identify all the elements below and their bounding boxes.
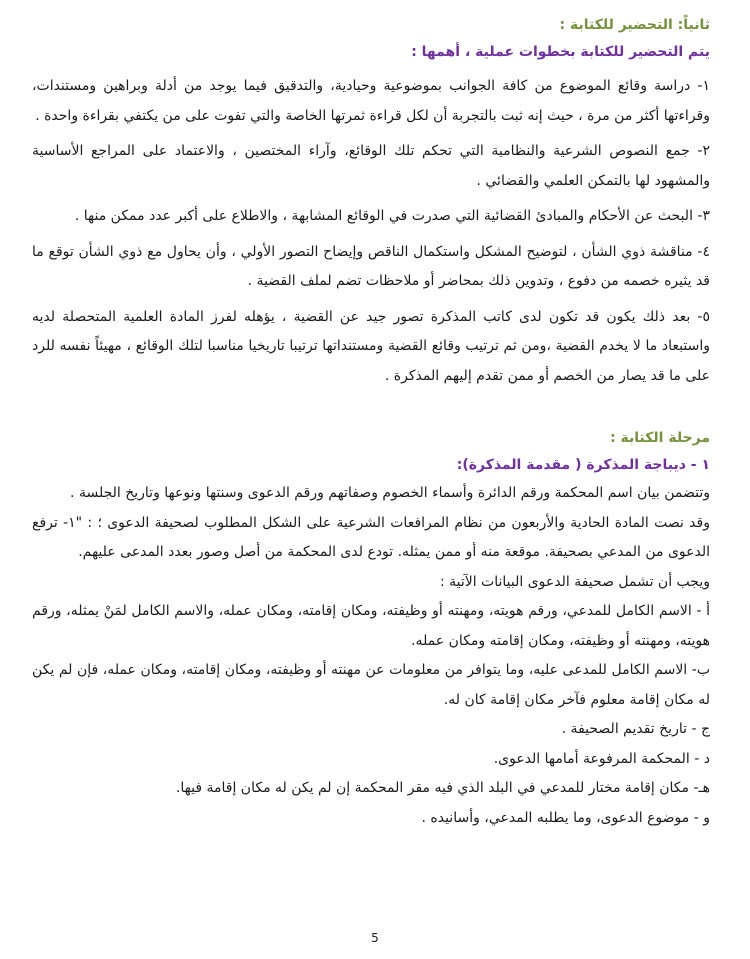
page-number: 5	[371, 931, 379, 945]
step-3-paragraph: ٣- البحث عن الأحكام والمبادئ القضائية التي صدرت في الوقائع المشابهة ، والاطلاع على أكبر عدد ممكن منها .	[74, 208, 710, 224]
item-w-line: و - موضوع الدعوى، وما يطلبه المدعي، وأسانيده .	[421, 809, 710, 826]
item-c-line: ج - تاريخ تقديم الصحيفة .	[561, 721, 710, 737]
step-1-paragraph: ١- دراسة وقائع الموضوع من كافة الجوانب بموضوعية وحيادية، والتدقيق فيما يوجد من أدلة وبراهين ومستندات، وقراءتها أكثر من مرة ، حيث إنه ثبت بالتجربة أن لكل قراءة ثمرتها الخاصة والتي تفوت على من يكتفي بقراءة واحدة .	[32, 78, 710, 124]
section-spacer	[32, 397, 710, 425]
step-2-paragraph: ٢- جمع النصوص الشرعية والنظامية التي تحكم تلك الوقائع، وآراء المختصين ، والاعتماد على المراجع الأساسية والمشهود لها بالتمكن العلمي والقضائي .	[32, 143, 710, 189]
item-d-line: د - المحكمة المرفوعة أمامها الدعوى.	[493, 750, 710, 767]
section-title-writing: مرحلة الكتابة :	[610, 430, 710, 446]
article-41-paragraph: وقد نصت المادة الحادية والأربعون من نظام المرافعات الشرعية على الشكل المطلوب لصحيفة الدعوى ؛ : "١- ترفع الدعوى من المدعي بصحيفة. موقعة منه أو ممن يمثله. تودع لدى المحكمة من أصل وصور بعدد المدعى عليهم.	[32, 514, 710, 560]
step-5-paragraph: ٥- بعد ذلك يكون قد تكون لدى كاتب المذكرة تصور جيد عن القضية ، يؤهله لفرز المادة العلمية المتحصلة لديه واستبعاد ما لا يخدم القضية ،ومن ثم ترتيب وقائع القضية ومستنداتها ترتيبا تاريخيا مناسبا لتلك الوقائع ، مهيئاً نفسه للرد على ما قد يصار من الخصم أو ممن تقدم إليهم المذكرة .	[32, 308, 710, 384]
item-h-line: هـ- مكان إقامة مختار للمدعي في البلد الذي فيه مقر المحكمة إن لم يكن له مكان إقامة فيها.	[175, 780, 710, 796]
step-4-paragraph: ٤- مناقشة ذوي الشأن ، لتوضيح المشكل واستكمال الناقص وإيضاح التصور الأولي ، وأن يحاول مع ذوي الشأن توقع ما قد يثيره خصمه من دفوع ، وتدوين ذلك بمحاضر أو ملاحظات تضم لملف القضية .	[32, 243, 710, 289]
item-a-paragraph: أ - الاسم الكامل للمدعي، ورقم هويته، ومهنته أو وظيفته، ومكان إقامته، ومكان عمله، والاسم الكامل لمَنْ يمثله، ورقم هويته، ومهنته أو وظيفته، ومكان إقامته ومكان عمله.	[32, 603, 710, 649]
section-title-preparation: ثانياً: التحضير للكتابة :	[559, 17, 710, 33]
preamble-intro-paragraph: وتتضمن بيان اسم المحكمة ورقم الدائرة وأسماء الخصوم وصفاتهم ورقم الدعوى وسنتها ونوعها وتاريخ الجلسة .	[70, 485, 710, 501]
section-subtitle-steps: يتم التحضير للكتابة بخطوات عملية ، أهمها :	[411, 44, 710, 60]
document-body	[32, 12, 710, 833]
required-data-paragraph: ويجب أن تشمل صحيفة الدعوى البيانات الآتية :	[439, 573, 710, 590]
item-b-paragraph: ب- الاسم الكامل للمدعى عليه، وما يتوافر من معلومات عن مهنته أو وظيفته، ومكان إقامته، ومكان عمله، فإن لم يكن له مكان إقامة معلوم فآخر مكان إقامة كان له.	[32, 662, 710, 708]
section-subtitle-preamble: ١ - ديباجة المذكرة ( مقدمة المذكرة):	[456, 457, 710, 473]
